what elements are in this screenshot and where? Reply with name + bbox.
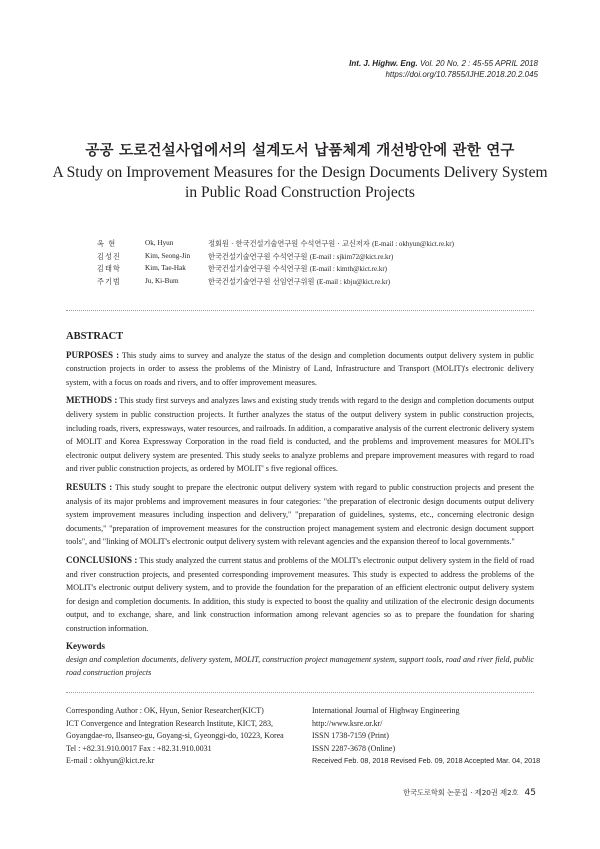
corresponding-author-block (66, 705, 284, 768)
footer-left-line: Tel : +82.31.910.0017 Fax : +82.31.910.0031 (66, 743, 212, 753)
purposes-paragraph (66, 349, 534, 390)
author-name-ko: 김성진 (97, 251, 121, 261)
english-title-line2: in Public Road Construction Projects (185, 184, 415, 201)
author-row (97, 263, 454, 276)
footer-right-line: ISSN 1738-7159 (Print) (312, 731, 389, 741)
results-label: RESULTS : (66, 481, 113, 492)
results-text: This study sought to prepare the electronic output delivery system with regard to public construction projects and present the analysis of its major problems and improvement measures in four categories: "the preparation of electronic design documents output delivery system improvement measures including inspection and delivery," "preparation of guidelines, systems, etc., concerning electronic design documents," "preparation of improvement measures for the construction project management system and electronic design document support tools", and "linking of MOLIT's electronic output delivery system with relevant agencies and the expansion thereof to local governments." (66, 482, 534, 547)
author-name-ko: 주기범 (97, 276, 121, 286)
author-row (97, 276, 454, 289)
author-email[interactable]: (E-mail : kbju@kict.re.kr) (316, 277, 391, 286)
author-email[interactable]: (E-mail : sjkim72@kict.re.kr) (309, 252, 394, 261)
purposes-text: This study aims to survey and analyze the status of the design and completion documents output delivery system in public construction projects in order to assess the problems of the Ministry of Land, Infrastructure and Transport (MOLIT)'s electronic delivery system, with a focus on roads and rivers, and to offer improvement measures. (66, 350, 534, 387)
author-name-en: Kim, Tae-Hak (145, 264, 186, 273)
author-email[interactable]: (E-mail : kimth@kict.re.kr) (309, 265, 387, 274)
keywords-text: design and completion documents, delivery system, MOLIT, construction project management system, support tools, road and river field, public road construction projects (66, 655, 534, 678)
english-title (0, 163, 600, 203)
journal-header (349, 58, 538, 80)
author-list (97, 238, 454, 288)
footer-left-line: ICT Convergence and Integration Research Institute, KICT, 283, (66, 718, 274, 728)
journal-name: Int. J. Highw. Eng. (349, 59, 418, 68)
journal-url[interactable]: http://www.ksre.or.kr/ (312, 718, 383, 728)
page-footer (403, 788, 536, 798)
korean-title: 공공 도로건설사업에서의 설계도서 납품체계 개선방안에 관한 연구 (85, 142, 515, 159)
methods-paragraph (66, 394, 534, 476)
methods-text: This study first surveys and analyzes laws and existing study trends with regard to the design and completion documents output delivery system in public construction projects. It further analyzes the status of the output delivery system in public construction projects, including roads, rivers, expressways, water resources, and railroads. In addition, a comparative analysis of the current electronic delivery system of MOLIT and Korea Expressway Corporation in the road field is conducted, and the problems and improvement measures for MOLIT's electronic output delivery system are presented. This study seeks to analyze problems and prepare improvement measures with regard to road and river public construction projects, as ordered by MOLIT' s five regional offices. (66, 396, 534, 474)
author-name-ko: 김태학 (97, 264, 121, 274)
keywords-heading: Keywords (66, 641, 105, 652)
author-affiliation: 한국건설기술연구원 수석연구원 (E-mail : sjkim72@kict.re.kr) (208, 251, 394, 261)
conclusions-text: This study analyzed the current status and problems of the MOLIT's electronic output delivery system in the field of road and river construction projects, and presented corresponding improvement measures. This study is expected to address the problems of the MOLIT's electronic output delivery system, and to provide the foundation for the preparation of an efficient electronic output delivery system for design and completion documents. In addition, this study is expected to boost the quality and utilization of the electronic design documents output, and to exchange, share, and link construction information among relevant agencies so as to prepare the foundation for sharing construction information. (66, 555, 535, 633)
doi-link[interactable]: https://doi.org/10.7855/IJHE.2018.20.2.045 (385, 70, 538, 79)
page-number: 45 (524, 788, 536, 798)
conclusions-paragraph (66, 554, 534, 636)
author-row (97, 238, 454, 251)
footer-left-line: E-mail : okhyun@kict.re.kr (66, 756, 155, 766)
english-title-line1: A Study on Improvement Measures for the Design Documents Delivery System (52, 164, 548, 181)
abstract-section (66, 330, 534, 679)
journal-volume: Vol. 20 No. 2 : 45-55 APRIL 2018 (417, 59, 538, 68)
purposes-label: PURPOSES : (66, 349, 120, 360)
author-name-en: Ju, Ki-Bum (145, 276, 179, 285)
author-name-en: Ok, Hyun (145, 239, 174, 247)
footer-left-line: Corresponding Author : OK, Hyun, Senior Researcher(KICT) (66, 706, 264, 715)
author-affiliation: 정회원 · 한국건설기술연구원 수석연구원 · 교신저자 (E-mail : okhyun@kict.re.kr) (208, 239, 454, 248)
author-name-ko: 옥 현 (97, 239, 117, 248)
footer-right-line: ISSN 2287-3678 (Online) (312, 743, 396, 753)
section-divider (66, 310, 534, 311)
author-row (97, 251, 454, 264)
journal-info-block (312, 705, 540, 768)
footer-right-line: International Journal of Highway Engineering (312, 706, 460, 715)
submission-dates: Received Feb. 08, 2018 Revised Feb. 09, 2018 Accepted Mar. 04, 2018 (312, 756, 541, 766)
results-paragraph (66, 481, 534, 549)
abstract-heading: ABSTRACT (66, 331, 124, 342)
conclusions-label: CONCLUSIONS : (66, 554, 138, 565)
author-affiliation: 한국건설기술연구원 수석연구원 (E-mail : kimth@kict.re.kr) (208, 264, 387, 274)
footer-divider (66, 692, 534, 693)
author-name-en: Kim, Seong-Jin (145, 251, 191, 260)
footer-journal-ko: 한국도로학회 논문집 · 제20권 제2호 (403, 788, 519, 797)
methods-label: METHODS : (66, 395, 118, 406)
author-email[interactable]: (E-mail : okhyun@kict.re.kr) (372, 240, 454, 248)
footer-left-line: Goyangdae-ro, Ilsanseo-gu, Goyang-si, Gyeonggi-do, 10223, Korea (66, 731, 284, 741)
author-affiliation: 한국건설기술연구원 선임연구위원 (E-mail : kbju@kict.re.kr) (208, 276, 391, 286)
